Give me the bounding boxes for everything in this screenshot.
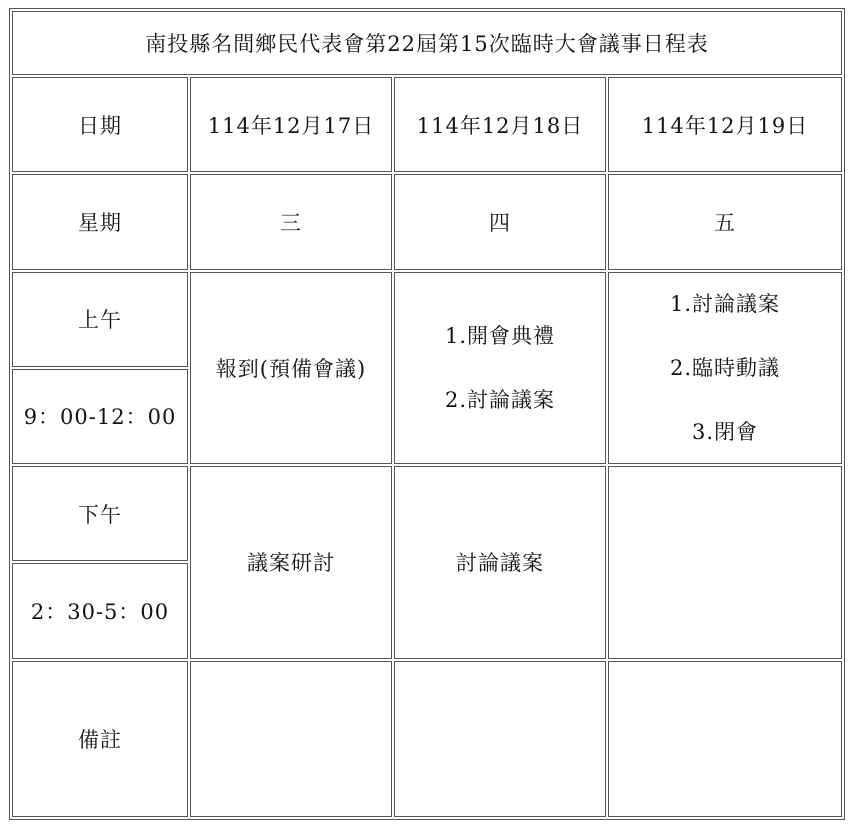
am-time: 9：00-12：00: [12, 369, 188, 464]
note-label: 備註: [12, 661, 188, 817]
weekday-cell-day3: 五: [608, 174, 842, 269]
date-row-label: 日期: [12, 77, 188, 172]
pm-cell-day2: 討論議案: [394, 466, 606, 659]
note-cell-day1: [190, 661, 392, 817]
date-cell-day2: 114年12月18日: [394, 77, 606, 172]
am-item: 1.討論議案: [669, 291, 781, 316]
date-cell-day3: 114年12月19日: [608, 77, 842, 172]
pm-cell-day1: 議案研討: [190, 466, 392, 659]
agenda-title: 南投縣名間鄉民代表會第22屆第15次臨時大會議事日程表: [12, 11, 842, 75]
date-cell-day1: 114年12月17日: [190, 77, 392, 172]
am-cell-day2: [394, 272, 606, 465]
pm-label: 下午: [12, 466, 188, 561]
am-item: 2.討論議案: [444, 387, 556, 412]
agenda-table: [9, 8, 845, 820]
am-cell-day1: 報到(預備會議): [190, 272, 392, 465]
weekday-cell-day2: 四: [394, 174, 606, 269]
note-cell-day2: [394, 661, 606, 817]
am-label: 上午: [12, 272, 188, 367]
am-item: 2.臨時動議: [669, 355, 781, 380]
am-item: 3.閉會: [691, 419, 759, 444]
am-cell-day3: [608, 272, 842, 465]
pm-time: 2：30-5：00: [12, 563, 188, 658]
pm-cell-day3: [608, 466, 842, 659]
note-cell-day3: [608, 661, 842, 817]
am-item: 1.開會典禮: [444, 323, 556, 348]
weekday-cell-day1: 三: [190, 174, 392, 269]
weekday-row-label: 星期: [12, 174, 188, 269]
